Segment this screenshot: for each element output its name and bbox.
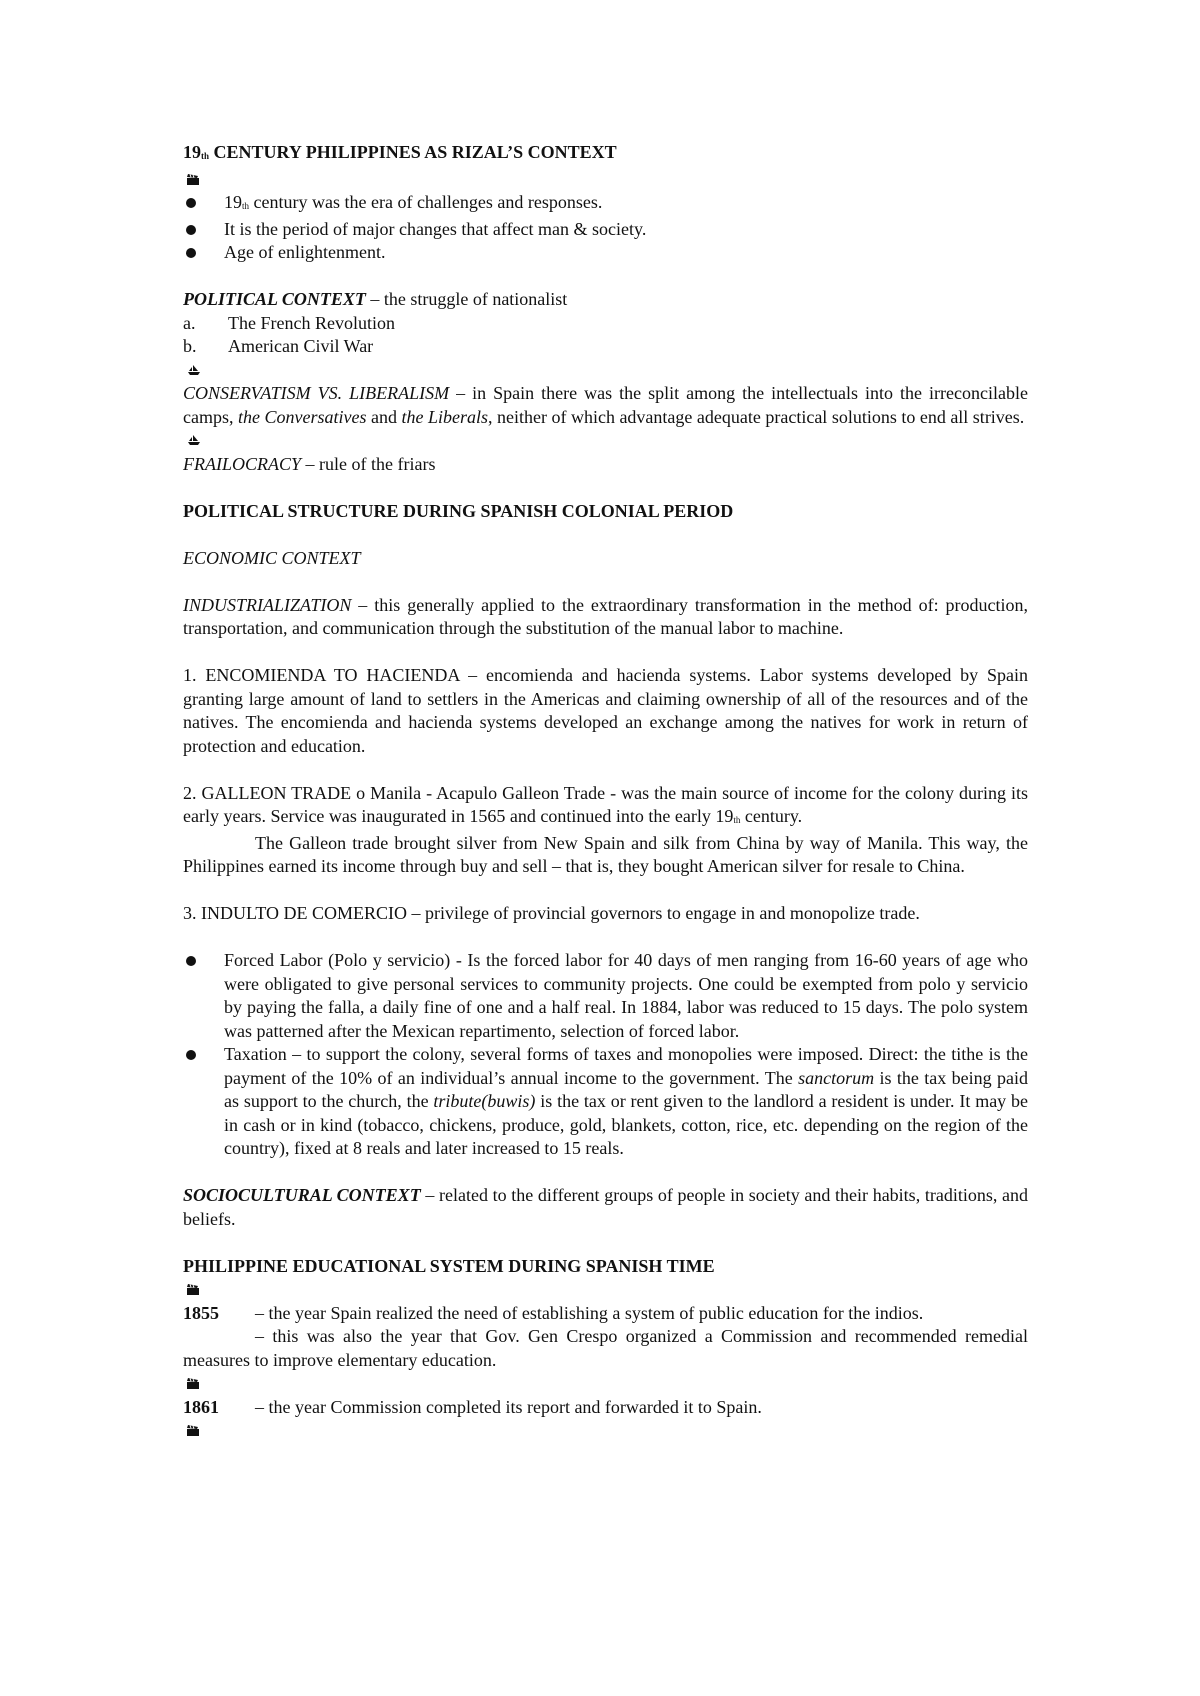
frailocracy-paragraph: FRAILOCRACY – rule of the friars [183, 453, 436, 474]
clapperboard-icon [183, 168, 1028, 192]
clapperboard-icon [183, 1372, 1028, 1396]
bullet-item: It is the period of major changes that affect man & society. [183, 218, 1028, 242]
subheading-economic-context: ECONOMIC CONTEXT [183, 547, 361, 568]
timeline-entry-1855-continued: – this was also the year that Gov. Gen Crespo organized a Commission and recommended remedial measures to improve elementary education. [183, 1326, 1028, 1370]
bullet-item: 19th century was the era of challenges and responses. [183, 191, 1028, 218]
bullet-item-taxation: Taxation – to support the colony, several forms of taxes and monopolies were imposed. Direct: the tithe is the payment of the 10% of an individual’s annual income to the government. The sanctorum is the tax being paid as support to the church, the tribute(buwis) is the tax or rent given to the landlord a resident is under. It may be in cash or in kind (tobacco, chickens, produce, gold, blankets, cotton, rice, etc. depending on the region of the country), fixed at 8 reals and later increased to 15 reals. [183, 1043, 1028, 1161]
indulto-paragraph: 3. INDULTO DE COMERCIO – privilege of provincial governors to engage in and monopolize trade. [183, 903, 920, 923]
sociocultural-paragraph: SOCIOCULTURAL CONTEXT – related to the different groups of people in society and their habits, traditions, and beliefs. [183, 1185, 1028, 1229]
document-page [183, 141, 1028, 1443]
bullet-item-forced-labor: Forced Labor (Polo y servicio) - Is the forced labor for 40 days of men ranging from 16-60 years of age who were obligated to give personal services to community projects. One could be exempted from polo y servicio by paying the falla, a daily fine of one and a half real. In 1884, labor was reduced to 15 days. The polo system was patterned after the Mexican repartimento, selection of forced labor. [183, 949, 1028, 1043]
political-context-paragraph: POLITICAL CONTEXT – the struggle of nationalist [183, 289, 568, 309]
section-heading-education: PHILIPPINE EDUCATIONAL SYSTEM DURING SPANISH TIME [183, 1255, 715, 1276]
section-heading-political-structure: POLITICAL STRUCTURE DURING SPANISH COLONIAL PERIOD [183, 500, 734, 521]
industrialization-paragraph: INDUSTRIALIZATION – this generally applied to the extraordinary transformation in the method of: production, transportation, and communication through the substitution of the manual labor to machine. [183, 594, 1028, 638]
bullet-item: Age of enlightenment. [183, 241, 1028, 265]
encomienda-paragraph: 1. ENCOMIENDA TO HACIENDA – encomienda and hacienda systems. Labor systems developed by Spain granting large amount of land to settlers in the Americas and claiming ownership of all of the resources and of the natives. The encomienda and hacienda systems developed an exchange among the natives for work in return of protection and education. [183, 665, 1028, 756]
sailboat-icon [183, 429, 1028, 453]
list-item: a. The French Revolution [183, 312, 395, 333]
section-heading-19th-century: 19th CENTURY PHILIPPINES AS RIZAL’S CONTEXT [183, 142, 617, 162]
timeline-entry-1861: 1861 – the year Commission completed its report and forwarded it to Spain. [183, 1396, 762, 1417]
list-item: b. American Civil War [183, 336, 374, 356]
timeline-entry-1855: 1855 – the year Spain realized the need of establishing a system of public education for the indios. [183, 1302, 924, 1323]
galleon-paragraph: 2. GALLEON TRADE o Manila - Acapulo Galleon Trade - was the main source of income for the colony during its early years. Service was inaugurated in 1565 and continued into the early 19th century. [183, 782, 1028, 826]
sailboat-icon [183, 359, 1028, 383]
clapperboard-icon [183, 1278, 1028, 1302]
clapperboard-icon [183, 1419, 1028, 1443]
galleon-paragraph-continued: The Galleon trade brought silver from New Spain and silk from China by way of Manila. This way, the Philippines earned its income through buy and sell – that is, they bought American silver for resale to China. [183, 832, 1028, 876]
conservatism-paragraph: CONSERVATISM VS. LIBERALISM – in Spain there was the split among the intellectuals into the irreconcilable camps, the Conversatives and the Liberals, neither of which advantage adequate practical solutions to end all strives. [183, 383, 1028, 427]
